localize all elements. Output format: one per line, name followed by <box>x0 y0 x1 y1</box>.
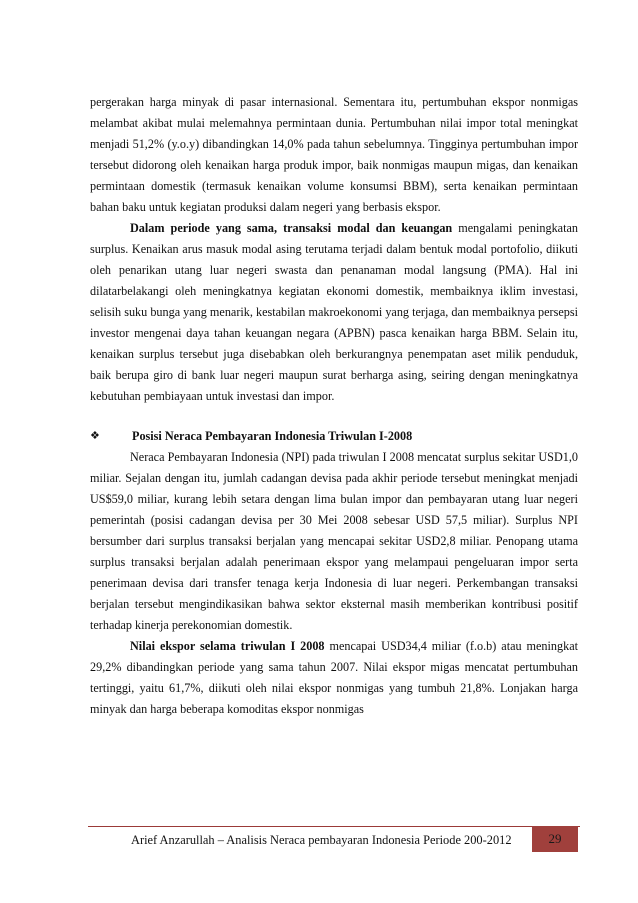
paragraph-continuation: pergerakan harga minyak di pasar internasional. Sementara itu, pertumbuhan ekspor nonmigas melambat akibat mulai melemahnya permintaan dunia. Pertumbuhan nilai impor total meningkat menjadi 51,2% (y.o.y) dibandingkan 14,0% pada tahun sebelumnya. Tingginya pertumbuhan impor tersebut didorong oleh kenaikan harga produk impor, baik nonmigas maupun migas, dan kenaikan permintaan domestik (termasuk kenaikan volume konsumsi BBM), serta kenaikan permintaan bahan baku untuk kegiatan produksi dalam negeri yang berbasis ekspor. <box>90 95 578 214</box>
paragraph-capital-account <box>90 218 578 407</box>
paragraph-export-value <box>90 636 578 720</box>
paragraph-npi-surplus: Neraca Pembayaran Indonesia (NPI) pada triwulan I 2008 mencatat surplus sekitar USD1,0 miliar. Sejalan dengan itu, jumlah cadangan devisa pada akhir periode tersebut meningkat menjadi US$59,0 miliar, kurang lebih setara dengan lima bulan impor dan pembayaran utang luar negeri pemerintah (posisi cadangan devisa per 30 Mei 2008 sebesar USD 57,5 miliar). Surplus NPI bersumber dari surplus transaksi berjalan yang mencapai sekitar USD2,8 miliar. Penopang utama surplus transaksi berjalan adalah penerimaan ekspor yang melampaui pengeluaran impor serta penerimaan devisa dari transfer tenaga kerja Indonesia di luar negeri. Perkembangan transaksi berjalan tersebut mengindikasikan bahwa sektor eksternal masih memberikan kontribusi positif terhadap kinerja perekonomian domestik. <box>90 450 578 632</box>
section-heading-title: Posisi Neraca Pembayaran Indonesia Triwulan I-2008 <box>132 429 413 443</box>
footer-author-title: Arief Anzarullah – Analisis Neraca pembayaran Indonesia Periode 200-2012 <box>131 833 512 847</box>
paragraph-text: mencapai USD34,4 miliar (f.o.b) atau meningkat 29,2% dibandingkan periode yang sama tahun 2007. Nilai ekspor migas mencatat pertumbuhan tertinggi, yaitu 61,7%, diikuti oleh nilai ekspor nonmigas yang tumbuh 21,8%. Lonjakan harga minyak dan harga beberapa komoditas ekspor nonmigas <box>90 639 578 716</box>
paragraph-bold-lead: Nilai ekspor selama triwulan I 2008 <box>130 639 325 653</box>
diamond-bullet-icon: ❖ <box>90 430 100 442</box>
paragraph-text: mengalami peningkatan surplus. Kenaikan arus masuk modal asing terutama terjadi dalam bentuk modal portofolio, diikuti oleh penarikan utang luar negeri swasta dan penanaman modal langsung (PMA). Hal ini dilatarbelakangi oleh meningkatnya kegiatan ekonomi domestik, membaiknya iklim investasi, selisih suku bunga yang menarik, kestabilan makroekonomi yang terjaga, dan membaiknya persepsi investor mengenai daya tahan keuangan negara (APBN) pasca kenaikan harga BBM. Selain itu, kenaikan surplus tersebut juga disebabkan oleh berkurangnya penempatan aset milik penduduk, baik berupa giro di bank luar negeri maupun surat berharga asing, seiring dengan meningkatnya kebutuhan pembiayaan untuk investasi dan impor. <box>90 221 578 403</box>
section-spacer <box>90 407 578 426</box>
footer-divider <box>88 826 580 827</box>
section-heading <box>90 426 578 447</box>
page-number: 29 <box>532 826 578 852</box>
body-text <box>90 92 578 720</box>
paragraph-bold-lead: Dalam periode yang sama, transaksi modal dan keuangan <box>130 221 453 235</box>
